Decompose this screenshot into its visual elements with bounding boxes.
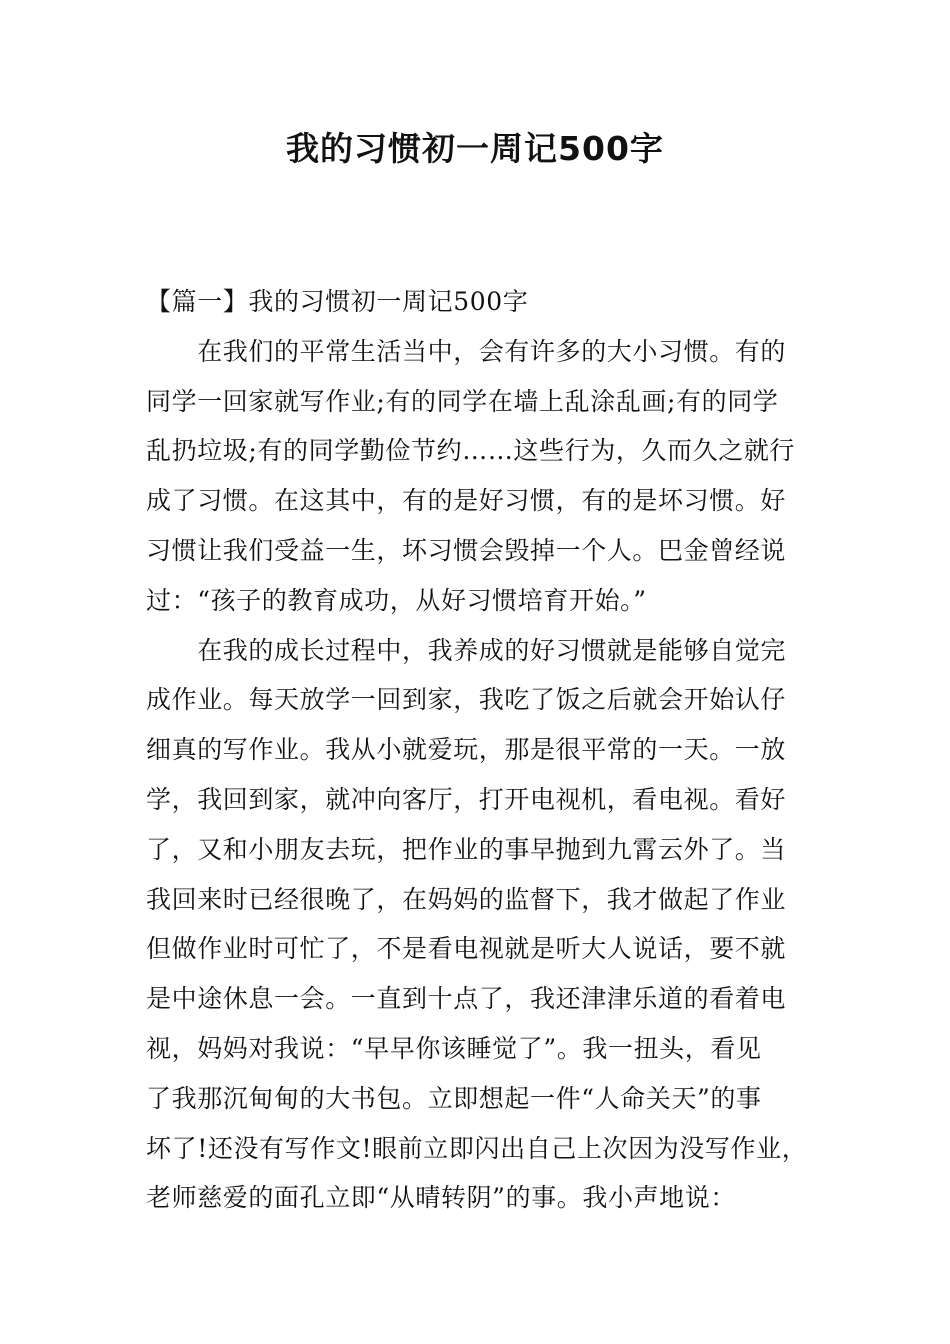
text-line: 在我们的平常生活当中，会有许多的大小习惯。有的	[146, 336, 787, 366]
text-line: 坏了!还没有写作文!眼前立即闪出自己上次因为没写作业，	[146, 1133, 808, 1163]
text-line: 了，又和小朋友去玩，把作业的事早抛到九霄云外了。当	[146, 834, 787, 864]
document-title: 我的习惯初一周记500字	[286, 129, 664, 168]
text-line: 过：“孩子的教育成功，从好习惯培育开始。”	[146, 585, 647, 615]
text-line: 细真的写作业。我从小就爱玩，那是很平常的一天。一放	[146, 735, 787, 765]
paragraph-1	[146, 327, 826, 626]
text-line: 乱扔垃圾;有的同学勤俭节约……这些行为，久而久之就行	[146, 436, 796, 466]
paragraph-2	[146, 626, 826, 1224]
section-heading: 【篇一】我的习惯初一周记500字	[146, 287, 529, 316]
document-body	[146, 277, 826, 1223]
text-line: 同学一回家就写作业;有的同学在墙上乱涂乱画;有的同学	[146, 386, 779, 416]
text-line: 成了习惯。在这其中，有的是好习惯，有的是坏习惯。好	[146, 486, 787, 516]
text-line: 视，妈妈对我说：“早早你该睡觉了”。我一扭头，看见	[146, 1033, 762, 1063]
text-line: 了我那沉甸甸的大书包。立即想起一件“人命关天”的事	[146, 1083, 762, 1113]
text-line: 但做作业时可忙了，不是看电视就是听大人说话，要不就	[146, 934, 787, 964]
text-line: 习惯让我们受益一生，坏习惯会毁掉一个人。巴金曾经说	[146, 535, 787, 565]
text-line: 我回来时已经很晚了，在妈妈的监督下，我才做起了作业	[146, 884, 787, 914]
text-line: 老师慈爱的面孔立即“从晴转阴”的事。我小声地说：	[146, 1183, 736, 1213]
text-line: 是中途休息一会。一直到十点了，我还津津乐道的看着电	[146, 984, 787, 1014]
text-line: 成作业。每天放学一回到家，我吃了饭之后就会开始认仔	[146, 685, 787, 715]
text-line: 学，我回到家，就冲向客厅，打开电视机，看电视。看好	[146, 784, 787, 814]
text-line: 在我的成长过程中，我养成的好习惯就是能够自觉完	[146, 635, 787, 665]
